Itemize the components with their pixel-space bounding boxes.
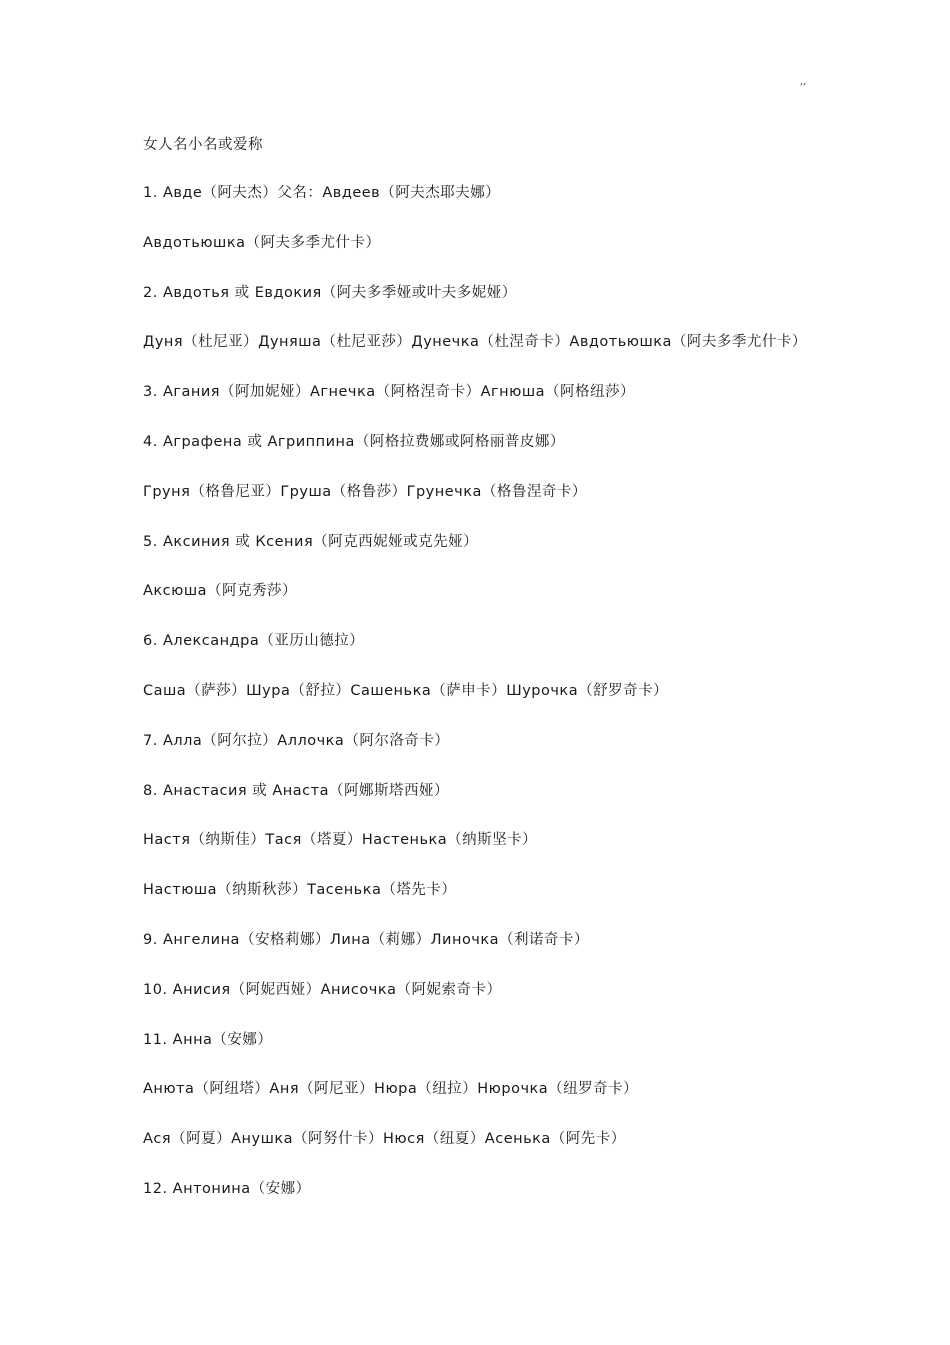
list-item: 9. Ангелина（安格莉娜）Лина（莉娜）Линочка（利诺奇卡） (143, 931, 590, 948)
list-item: 12. Антонина（安娜） (143, 1180, 311, 1197)
document-title: 女人名小名或爱称 (143, 137, 263, 153)
list-item: 8. Анастасия 或 Анаста（阿娜斯塔西娅） (143, 782, 449, 799)
list-item: Саша（萨莎）Шура（舒拉）Сашенька（萨申卡）Шурочка（舒罗奇卡） (143, 682, 669, 699)
list-item: Настя（纳斯佳）Тася（塔夏）Настенька（纳斯坚卡） (143, 832, 538, 849)
name-list (143, 183, 883, 1229)
list-item: 2. Авдотья 或 Евдокия（阿夫多季娅或叶夫多妮娅） (143, 284, 517, 301)
list-item: Аксюша（阿克秀莎） (143, 583, 298, 600)
list-item: Груня（格鲁尼亚）Груша（格鲁莎）Грунечка（格鲁涅奇卡） (143, 483, 587, 500)
list-item: 5. Аксиния 或 Ксения（阿克西妮娅或克先娅） (143, 533, 479, 550)
list-item: 6. Александра（亚历山德拉） (143, 633, 365, 650)
list-item: Анюта（阿纽塔）Аня（阿尼亚）Нюра（纽拉）Нюрочка（纽罗奇卡） (143, 1081, 639, 1098)
list-item: 4. Аграфена 或 Агриппина（阿格拉费娜或阿格丽普皮娜） (143, 433, 565, 450)
list-item: 3. Агания（阿加妮娅）Агнечка（阿格涅奇卡）Агнюша（阿格纽莎） (143, 384, 636, 401)
list-item: Ася（阿夏）Анушка（阿努什卡）Нюся（纽夏）Асенька（阿先卡） (143, 1131, 626, 1148)
list-item: Авдотьюшка（阿夫多季尤什卡） (143, 234, 381, 251)
list-item: 11. Анна（安娜） (143, 1031, 273, 1048)
list-item: 10. Анисия（阿妮西娅）Анисочка（阿妮索奇卡） (143, 981, 502, 998)
list-item: Настюша（纳斯秋莎）Тасенька（塔先卡） (143, 882, 457, 899)
list-item: Дуня（杜尼亚）Дуняша（杜尼亚莎）Дунечка（杜涅奇卡）Авдотьюшка（阿夫多季尤什卡） (143, 334, 807, 351)
list-item: 1. Авде（阿夫杰）父名：Авдеев（阿夫杰耶夫娜） (143, 185, 501, 201)
page-mark: ,, (800, 76, 807, 87)
list-item: 7. Алла（阿尔拉）Аллочка（阿尔洛奇卡） (143, 732, 450, 749)
